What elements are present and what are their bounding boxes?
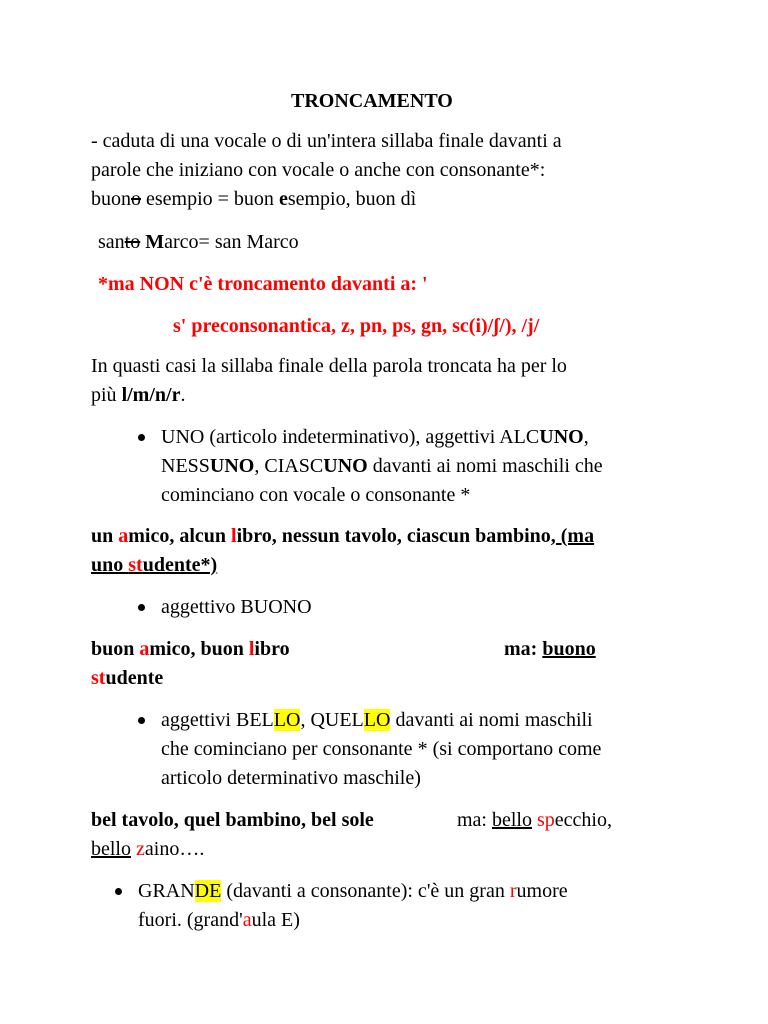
bullet-icon [115,888,122,895]
buono-examples-line-2: studente [91,667,164,689]
bello-item-line-3: articolo determinativo maschile) [161,767,421,789]
page-title: TRONCAMENTO [291,90,453,112]
rule-line-1: In quasti casi la sillaba finale della parola troncata ha per lo [91,355,567,377]
intro-line-1: - caduta di una vocale o di un'intera sillaba finale davanti a [91,130,562,152]
buono-examples-left: buon amico, buon libro [91,638,290,660]
intro-example-2: santo Marco= san Marco [98,231,299,253]
warning-line-2: s' preconsonantica, z, pn, ps, gn, sc(i)/ʃ/), /j/ [173,315,540,337]
uno-examples-line-2: uno studente*) [91,554,218,576]
intro-line-2: parole che iniziano con vocale o anche con consonante*: [91,159,546,181]
bullet-icon [138,434,145,441]
grande-item-line-2: fuori. (grand'aula E) [138,909,300,931]
uno-item-line-2: NESSUNO, CIASCUNO davanti ai nomi maschili che [161,455,603,477]
bello-examples-right: ma: bello specchio, [457,809,612,831]
buono-item-line: aggettivo BUONO [161,596,312,618]
uno-item-line-3: cominciano con vocale o consonante * [161,484,471,506]
bullet-icon [138,717,145,724]
bello-item-line-2: che cominciano per consonante * (si comportano come [161,738,602,760]
uno-examples-line-1: un amico, alcun libro, nessun tavolo, ciascun bambino, (ma [91,525,595,547]
bello-examples-line-2: bello zaino…. [91,838,205,860]
bullet-icon [138,604,145,611]
warning-line-1: *ma NON c'è troncamento davanti a: ' [98,273,428,295]
grande-item-line-1: GRANDE (davanti a consonante): c'è un gran rumore [138,880,568,902]
bello-examples-left: bel tavolo, quel bambino, bel sole [91,809,374,831]
bello-item-line-1: aggettivi BELLO, QUELLO davanti ai nomi maschili [161,709,593,731]
uno-item-line-1: UNO (articolo indeterminativo), aggettivi ALCUNO, [161,426,589,448]
buono-examples-right: ma: buono [504,638,596,660]
rule-line-2: più l/m/n/r. [91,384,186,406]
intro-example-1: buono esempio = buon esempio, buon dì [91,188,417,210]
